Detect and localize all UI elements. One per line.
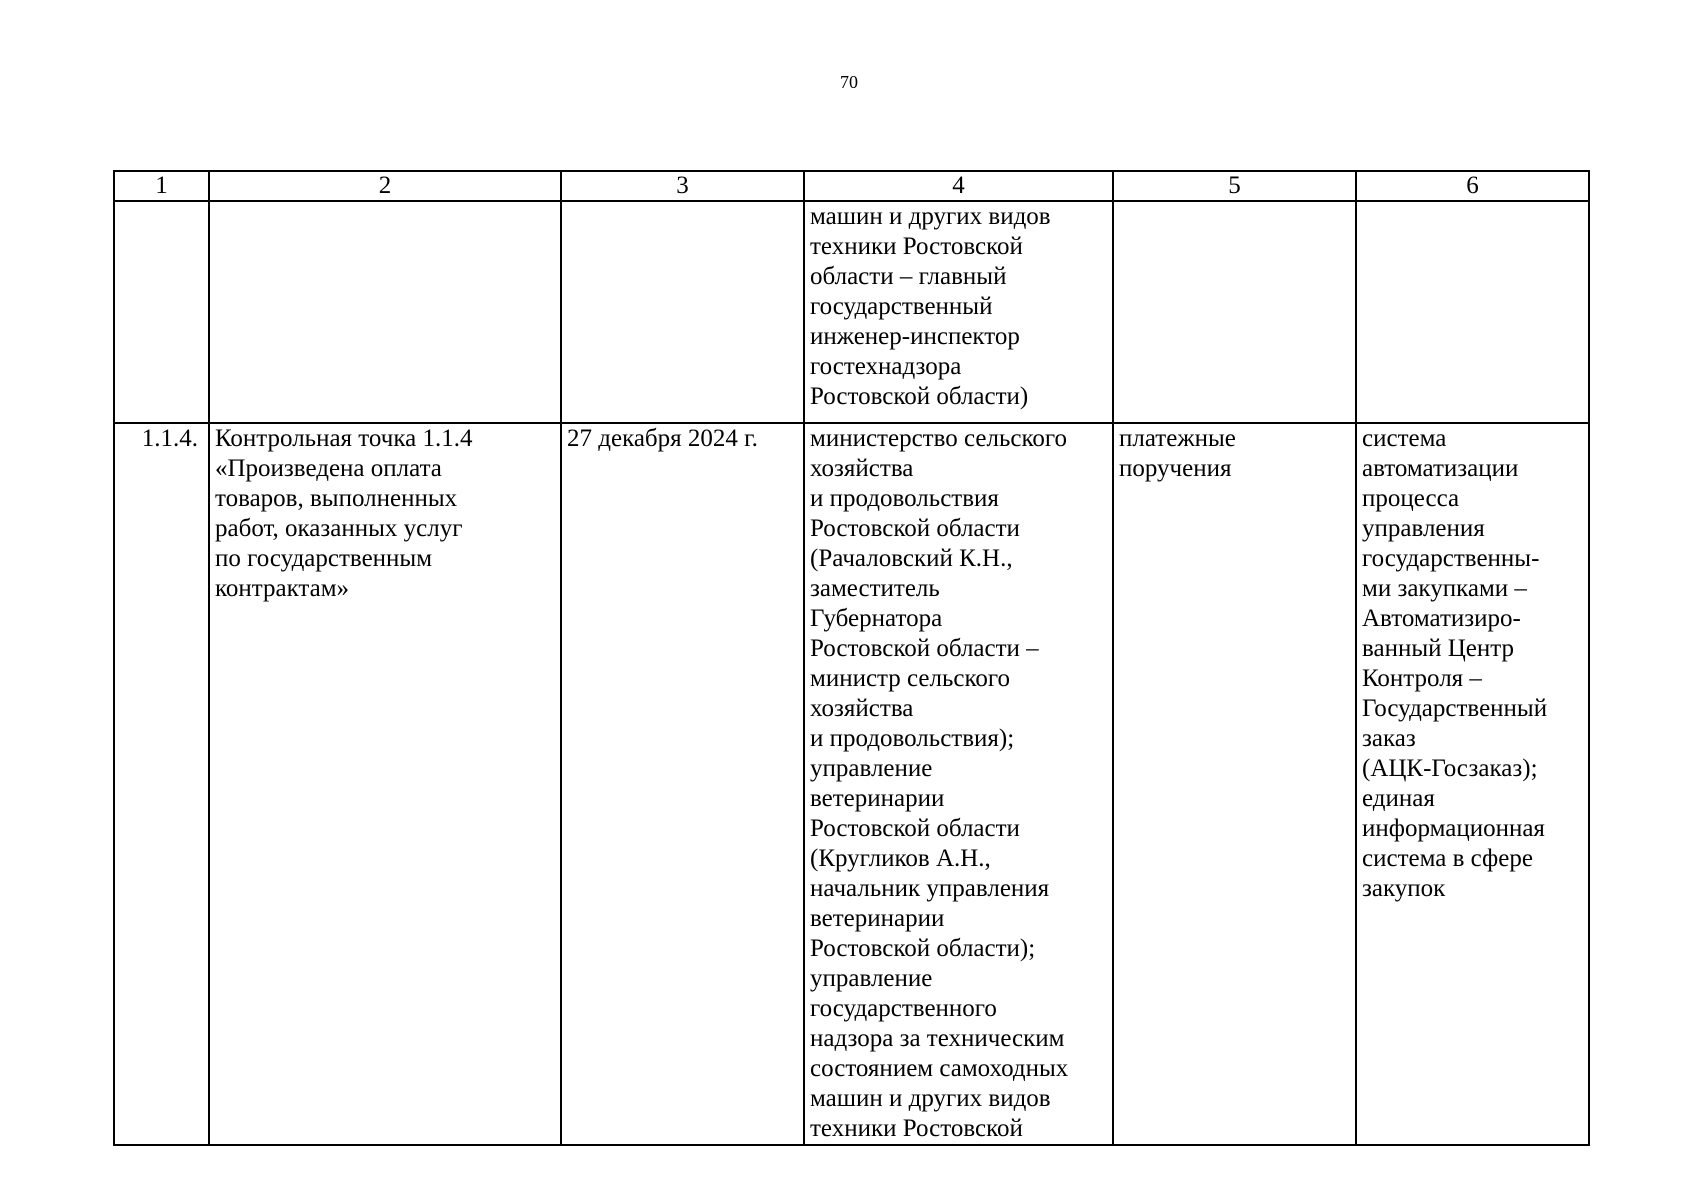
column-header-2: 2 [209, 171, 561, 201]
column-header-4: 4 [804, 171, 1113, 201]
cell-document [1113, 201, 1356, 423]
cell-event: Контрольная точка 1.1.4 «Произведена оплата товаров, выполненных работ, оказанных услуг по государственным контрактам» [209, 423, 561, 1145]
column-header-5: 5 [1113, 171, 1356, 201]
cell-date [561, 201, 804, 423]
column-number-row [114, 171, 1589, 201]
column-header-1: 1 [114, 171, 209, 201]
cell-information-system: система автоматизации процесса управления государственны- ми закупками – Автоматизиро- ванный Центр Контроля – Государственный заказ (АЦК-Госзаказ); единая информационная система в сфере закупок [1356, 423, 1589, 1145]
column-header-6: 6 [1356, 171, 1589, 201]
column-header-3: 3 [561, 171, 804, 201]
table-row [114, 423, 1589, 1145]
cell-information-system [1356, 201, 1589, 423]
cell-number: 1.1.4. [114, 423, 209, 1145]
cell-number [114, 201, 209, 423]
table-row [114, 201, 1589, 423]
page-number: 70 [840, 72, 858, 92]
cell-responsible: машин и других видов техники Ростовской области – главный государственный инженер-инспектор гостехнадзора Ростовской области) [804, 201, 1113, 423]
cell-responsible: министерство сельского хозяйства и продовольствия Ростовской области (Рачаловский К.Н., заместитель Губернатора Ростовской области – министр сельского хозяйства и продовольствия); управление ветеринарии Ростовской области (Кругликов А.Н., начальник управления ветеринарии Ростовской области); управление государственного надзора за техническим состоянием самоходных машин и других видов техники Ростовской [804, 423, 1113, 1145]
cell-event [209, 201, 561, 423]
control-points-table [113, 170, 1590, 1146]
cell-date: 27 декабря 2024 г. [561, 423, 804, 1145]
cell-document: платежные поручения [1113, 423, 1356, 1145]
